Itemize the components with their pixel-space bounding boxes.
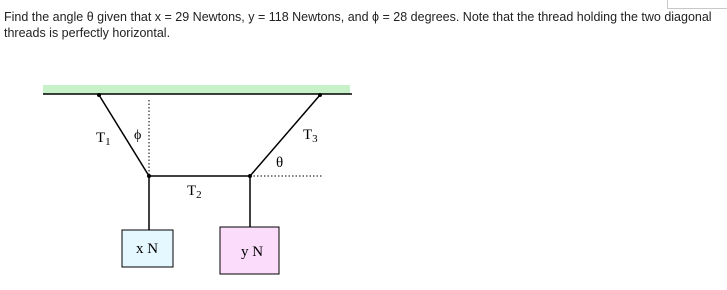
t2-label: $T_2$ xyxy=(187,183,202,201)
t1-label: $T_1$ xyxy=(96,130,111,148)
weight-y-label: y N xyxy=(240,244,264,260)
knot-right xyxy=(248,174,252,178)
t3-label: $T_3$ xyxy=(303,127,318,145)
knot-left xyxy=(147,174,151,178)
theta-label: θ xyxy=(276,155,284,171)
anchor-right xyxy=(318,93,322,97)
ceiling-bar xyxy=(43,85,350,94)
phi-label: ϕ xyxy=(134,128,142,143)
question-text: Find the angle θ given that x = 29 Newtons, y = 118 Newtons, and ϕ = 28 degrees. Note that the thread holding the two diagonal threads is perfectly horizontal. xyxy=(4,10,712,40)
anchor-left xyxy=(97,93,101,97)
weight-x-label: x N xyxy=(135,241,159,257)
